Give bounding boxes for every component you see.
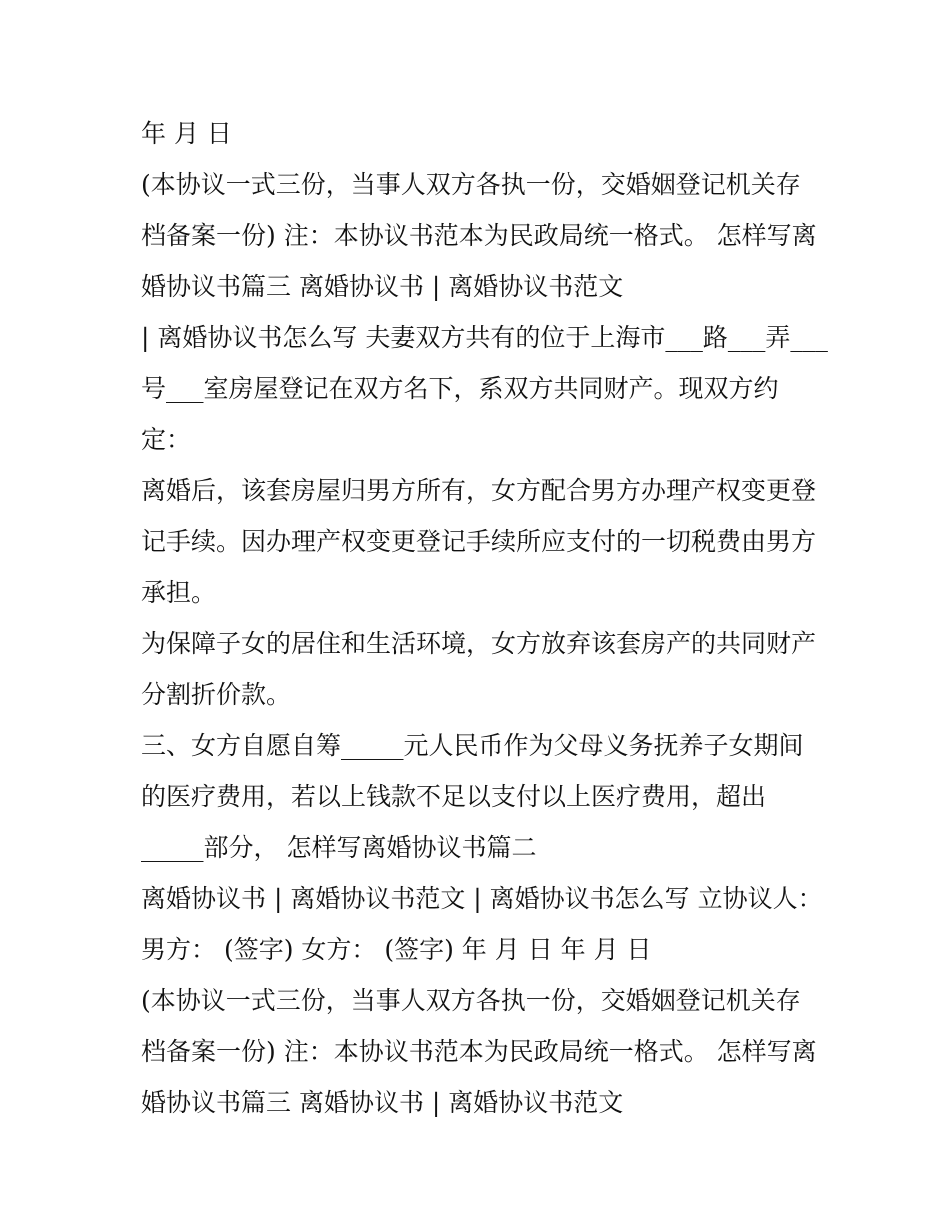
text-line: 定： [141,425,192,454]
document-body [141,108,841,1128]
text-line: 三、女方自愿自筹_____元人民币作为父母义务抚养子女期间 [141,731,804,760]
text-line: 记手续。因办理产权变更登记手续所应支付的一切税费由男方 [141,527,817,556]
text-line: 档备案一份) 注：本协议书范本为民政局统一格式。 怎样写离 [141,1037,817,1066]
text-line: 档备案一份) 注：本协议书范本为民政局统一格式。 怎样写离 [141,221,817,250]
text-line: 男方： (签字) 女方： (签字) 年 月 日 年 月 日 [141,935,652,964]
text-line: 的医疗费用，若以上钱款不足以支付以上医疗费用，超出 [141,782,767,811]
text-line: 为保障子女的居住和生活环境，女方放弃该套房产的共同财产 [141,629,817,658]
text-line: 离婚协议书 | 离婚协议书范文 | 离婚协议书怎么写 立协议人： [141,884,823,913]
text-line: 婚协议书篇三 离婚协议书 | 离婚协议书范文 [141,272,624,301]
text-line: 婚协议书篇三 离婚协议书 | 离婚协议书范文 [141,1088,624,1117]
text-line: 承担。 [141,578,217,607]
text-line: 离婚后，该套房屋归男方所有，女方配合男方办理产权变更登 [141,476,817,505]
text-line: 号___室房屋登记在双方名下，系双方共同财产。现双方约 [141,374,779,403]
text-line: _____部分， 怎样写离婚协议书篇二 [141,833,537,862]
text-line: 年 月 日 [141,119,232,148]
text-line: (本协议一式三份，当事人双方各执一份，交婚姻登记机关存 [141,170,801,199]
text-line: (本协议一式三份，当事人双方各执一份，交婚姻登记机关存 [141,986,801,1015]
text-line: 分割折价款。 [141,680,292,709]
text-line: | 离婚协议书怎么写 夫妻双方共有的位于上海市___路___弄___ [141,323,828,352]
